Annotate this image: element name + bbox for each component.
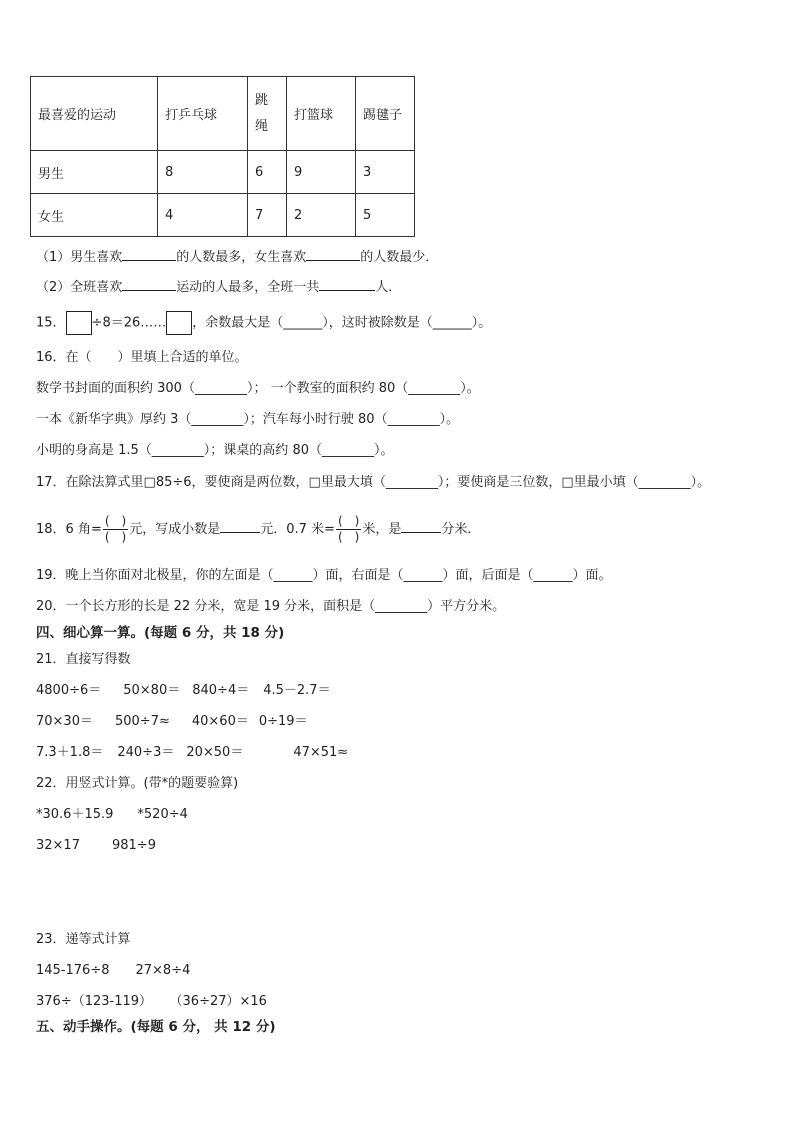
table-cell: 6 xyxy=(248,151,287,194)
q14-part1 xyxy=(36,246,438,267)
text: 人． xyxy=(375,280,402,295)
answer-blank[interactable] xyxy=(319,276,375,291)
q23-row2 xyxy=(36,993,267,1011)
q22-row2 xyxy=(36,837,156,855)
calc-item: 0÷19＝ xyxy=(258,714,308,729)
text: 的人数最多，女生喜欢 xyxy=(176,250,307,265)
text: 分米． xyxy=(441,522,481,537)
q16-line1: 数学书封面的面积约 300（________）； 一个教室的面积约 80（________）。 xyxy=(36,381,480,396)
text: 米，是 xyxy=(362,522,402,537)
table-header-cell: 跳 绳 xyxy=(248,77,287,151)
text: 运动的人最多，全班一共 xyxy=(176,280,320,295)
q21-row2 xyxy=(36,713,308,731)
calc-item: *30.6＋15.9 xyxy=(36,807,114,822)
question-19: 19．晚上当你面对北极星，你的左面是（______）面，右面是（______）面，后面是（______）面。 xyxy=(36,568,612,583)
q22-title: 22．用竖式计算。(带*的题要验算) xyxy=(36,776,239,791)
question-number: 15． xyxy=(36,315,66,331)
text: （2）全班喜欢 xyxy=(36,280,123,295)
table-header-row xyxy=(31,77,415,151)
answer-blank[interactable] xyxy=(122,276,176,291)
calc-item: 7.3＋1.8＝ xyxy=(36,745,104,760)
q16-line3: 小明的身高是 1.5（________）；课桌的高约 80（________）。 xyxy=(36,443,394,458)
question-15 xyxy=(36,311,491,335)
q23-title: 23．递等式计算 xyxy=(36,932,131,947)
q21-row1 xyxy=(36,682,331,700)
fraction-numerator[interactable]: ( ) xyxy=(337,514,360,528)
calc-item: （36÷27）×16 xyxy=(176,994,267,1009)
fraction-denominator[interactable]: ( ) xyxy=(104,530,127,544)
question-17: 17．在除法算式里□85÷6，要使商是两位数，□里最大填（________）；要使商是三位数，□里最小填（________）。 xyxy=(36,475,711,490)
sports-table xyxy=(30,76,415,237)
calc-item: 981÷9 xyxy=(111,838,156,853)
text: 的人数最少． xyxy=(360,250,439,265)
answer-blank[interactable] xyxy=(220,518,260,533)
q21-row3 xyxy=(36,744,348,762)
answer-blank[interactable] xyxy=(122,246,176,261)
fraction xyxy=(103,514,128,545)
calc-item: *520÷4 xyxy=(137,807,188,822)
q14-part2 xyxy=(36,276,401,297)
calc-item: 47×51≈ xyxy=(293,745,349,760)
table-row xyxy=(31,194,415,237)
question-18 xyxy=(36,514,480,546)
table-header-cell: 打乒乓球 xyxy=(158,77,248,151)
q16-line2: 一本《新华字典》厚约 3（________）；汽车每小时行驶 80（________）。 xyxy=(36,412,460,427)
calc-item: 40×60＝ xyxy=(191,714,249,729)
calc-item: 50×80＝ xyxy=(123,683,181,698)
table-row xyxy=(31,151,415,194)
calc-item: 240÷3＝ xyxy=(117,745,175,760)
table-header-cell: 打篮球 xyxy=(287,77,356,151)
answer-box[interactable] xyxy=(66,311,92,335)
q22-row1 xyxy=(36,806,188,824)
text: 元．0.7 米= xyxy=(260,522,335,537)
calc-item: 4.5－2.7＝ xyxy=(263,683,331,698)
calc-item: 145-176÷8 xyxy=(36,963,110,978)
section-heading-4: 四、细心算一算。(每题 6 分，共 18 分) xyxy=(36,625,285,641)
answer-box[interactable] xyxy=(166,311,192,335)
q16-title: 16．在（ ）里填上合适的单位。 xyxy=(36,350,248,365)
table-cell: 2 xyxy=(287,194,356,237)
section-heading-5: 五、动手操作。(每题 6 分， 共 12 分) xyxy=(36,1019,276,1035)
table-cell: 5 xyxy=(356,194,415,237)
calc-item: 376÷（123-119） xyxy=(36,994,153,1009)
calc-item: 70×30＝ xyxy=(36,714,93,729)
calc-item: 32×17 xyxy=(36,838,80,853)
text: ÷8＝26…… xyxy=(91,315,167,331)
text: （1）男生喜欢 xyxy=(36,250,123,265)
calc-item: 20×50＝ xyxy=(186,745,244,760)
table-cell: 9 xyxy=(287,151,356,194)
answer-blank[interactable] xyxy=(306,246,360,261)
fraction-numerator[interactable]: ( ) xyxy=(104,514,127,528)
text: 18．6 角= xyxy=(36,522,102,537)
question-20: 20．一个长方形的长是 22 分米，宽是 19 分米，面积是（________）平方分米。 xyxy=(36,599,506,614)
table-cell: 女生 xyxy=(31,194,158,237)
text: 元，写成小数是 xyxy=(129,522,221,537)
answer-blank[interactable] xyxy=(401,518,441,533)
text: ，余数最大是（______），这时被除数是（______）。 xyxy=(192,315,492,331)
fraction xyxy=(336,514,361,545)
table-cell: 男生 xyxy=(31,151,158,194)
calc-item: 27×8÷4 xyxy=(135,963,191,978)
table-header-cell: 最喜爱的运动 xyxy=(31,77,158,151)
fraction-denominator[interactable]: ( ) xyxy=(337,530,360,544)
calc-item: 4800÷6＝ xyxy=(36,683,102,698)
calc-item: 840÷4＝ xyxy=(192,683,250,698)
table-cell: 7 xyxy=(248,194,287,237)
q23-row1 xyxy=(36,962,190,980)
table-header-cell: 踢毽子 xyxy=(356,77,415,151)
table-cell: 4 xyxy=(158,194,248,237)
table-cell: 8 xyxy=(158,151,248,194)
table-cell: 3 xyxy=(356,151,415,194)
calc-item: 500÷7≈ xyxy=(114,714,170,729)
q21-title: 21．直接写得数 xyxy=(36,652,131,667)
